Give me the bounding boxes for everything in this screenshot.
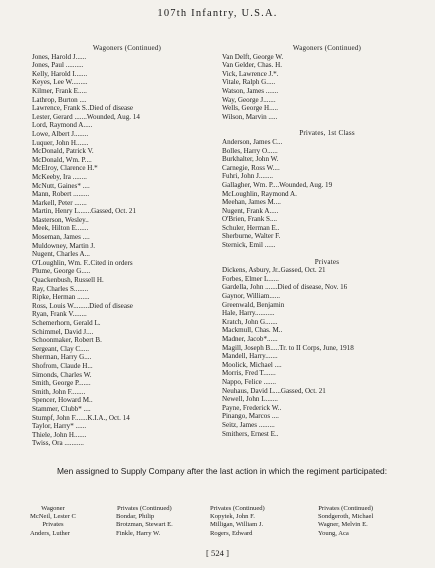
roster-entry: Morris, Fred T....... (222, 369, 276, 378)
supply-entry: Young, Aca (318, 529, 349, 537)
roster-entry: Moseman, James .... (32, 233, 90, 242)
roster-entry: McLoughlin, Raymond A. (222, 189, 297, 198)
roster-entry: Way, George J....... (222, 95, 276, 104)
roster-entry: Taylor, Harry* ...... (32, 422, 87, 431)
roster-entry: Pinango, Marcos .... (222, 412, 279, 421)
roster-entry: Lowe, Albert J........ (32, 129, 89, 138)
roster-entry: Meehan, James M.... (222, 198, 281, 207)
roster-entry: Plume, George G..... (32, 267, 91, 276)
roster-entry: Greenwald, Benjamin (222, 300, 285, 309)
roster-entry: Quackenbush, Russell H. (32, 276, 104, 285)
roster-entry: Burkhalter, John W. (222, 155, 279, 164)
roster-entry: Markell, Peter ....... (32, 198, 87, 207)
roster-entry: Spencer, Howard M.. (32, 396, 93, 405)
supply-entry: Kopytek, John F. (210, 513, 255, 521)
roster-entry: Nugent, Frank A..... (222, 206, 279, 215)
supply-column (116, 505, 173, 538)
roster-entry: Martin, Henry L.......Gassed, Oct. 21 (32, 207, 137, 216)
supply-entry: Bondar, Philip (116, 513, 155, 521)
roster-entry: Wells, George H..... (222, 104, 279, 113)
page-number: [ 524 ] (206, 548, 229, 558)
left-column (32, 44, 222, 448)
supply-entry: Sondgeroth, Michael (318, 513, 374, 521)
roster-entry: Payne, Frederick W.. (222, 403, 282, 412)
roster-entry: Sternick, Emil ...... (222, 241, 276, 250)
roster-entry: Mandell, Harry....... (222, 352, 278, 361)
roster-list (32, 53, 222, 448)
roster-entry: Newell, John L....... (222, 395, 278, 404)
roster-entry: Magill, Joseph B.....Tr. to II Corps, June, 1918 (222, 343, 354, 352)
supply-entry: Finkle, Harry W. (116, 529, 161, 537)
roster-entry: Vitale, Ralph G..... (222, 78, 276, 87)
roster-entry: Anderson, James C... (222, 137, 283, 146)
roster-entry: Stammer, Clubb* .... (32, 404, 91, 413)
roster-entry: Madner, Jacob*...... (222, 335, 278, 343)
roster-entry: Lathrop, Burton .... (32, 95, 87, 104)
roster-entry: Luquer, John H....... (32, 138, 89, 147)
supply-entry: Milligan, William J. (210, 521, 264, 529)
roster-entry: Kelly, Harold I....... (32, 69, 88, 78)
roster-entry: Sherburne, Walter F. (222, 232, 281, 241)
roster-entry: Thiele, John H....... (32, 430, 87, 439)
supply-entry: Wagner, Melvin E. (318, 521, 368, 529)
roster-entry: Lord, Raymond A..... (32, 121, 93, 130)
roster-entry: Lester, Gerard .......Wounded, Aug. 14 (32, 112, 140, 121)
roster-entry: Hale, Harry........... (222, 309, 275, 318)
roster-entry: Simonds, Charles W. (32, 370, 92, 379)
roster-entry: Lawrence, Frank S..Died of disease (32, 104, 134, 113)
roster-entry: Ross, Louis W.........Died of disease (32, 301, 133, 310)
supply-entry: Brotzman, Stewart E. (116, 521, 173, 529)
supply-column (30, 505, 76, 538)
roster-entry: Seitz, James ......... (222, 420, 275, 429)
supply-heading: Privates (Continued) (318, 505, 374, 512)
supply-entry: Anders, Luther (30, 529, 70, 537)
roster-entry: Dickens, Asbury, Jr..Gassed, Oct. 21 (222, 266, 326, 275)
roster-entry: Kilmer, Frank E..... (32, 86, 87, 95)
roster-entry: Neuhaus, David L....Gassed, Oct. 21 (222, 386, 326, 395)
section-gap (222, 121, 432, 129)
supply-note: Men assigned to Supply Company after the last action in which the regiment participated: (56, 466, 388, 476)
right-column (222, 44, 432, 438)
roster-entry: Schimmel, David J.... (32, 327, 94, 336)
supply-entry: McNeil, Lester C (30, 513, 76, 521)
roster-entry: Smith, John F........ (32, 387, 86, 396)
roster-entry: Stumpf, John F.......K.I.A., Oct. 14 (32, 413, 130, 422)
roster-entry: Sergeant, Clay C..... (32, 344, 90, 353)
roster-entry: Forbes, Elmer L...... (222, 274, 279, 283)
roster-entry: Wilson, Marvin ..... (222, 112, 278, 121)
supply-column (318, 505, 373, 538)
roster-entry: Smith, George P....... (32, 379, 91, 388)
roster-entry: Mackmull, Chas. M.. (222, 326, 283, 335)
roster-entry: Shofrom, Claude H... (32, 361, 93, 370)
roster-entry: McElroy, Clarence H.* (32, 164, 98, 173)
roster-entry: Vick, Lawrence J.*. (222, 69, 279, 78)
roster-entry: Bolles, Harry O...... (222, 146, 278, 155)
roster-entry: McDonald, Patrick V. (32, 147, 94, 156)
section-heading: Privates (314, 257, 340, 266)
roster-entry: Watson, James ....... (222, 86, 279, 95)
roster-entry: Kratch, John G....... (222, 317, 278, 326)
page-title: 107th Infantry, U.S.A. (157, 8, 278, 19)
section-gap (222, 250, 432, 258)
roster-entry: McKeeby, Ira ........ (32, 172, 87, 181)
roster-entry: Jones, Paul .......... (32, 61, 84, 70)
roster-entry: Van Delft, George W. (222, 52, 284, 61)
roster-entry: Schemerhorn, Gerald L. (32, 319, 101, 327)
supply-heading: Privates (42, 521, 64, 529)
roster-list (222, 53, 432, 122)
roster-list (222, 138, 432, 250)
roster-entry: Gaynor, William...... (222, 292, 281, 301)
supply-heading: Privates (Continued) (210, 505, 265, 512)
roster-entry: Ripke, Herman ....... (32, 293, 90, 302)
section-heading: Privates, 1st Class (299, 129, 355, 138)
section-heading: Wagoners (Continued) (92, 44, 162, 52)
section-heading: Wagoners (Continued) (292, 44, 362, 52)
roster-entry: Schuler, Herman E.. (222, 223, 280, 232)
roster-entry: Van Gelder, Chas. H. (222, 61, 282, 70)
supply-column (210, 505, 265, 538)
roster-entry: Gardella, John .......Died of disease, Nov. 16 (222, 283, 348, 292)
supply-heading: Privates (Continued) (117, 505, 172, 512)
roster-entry: Carnegie, Ross W.... (222, 163, 280, 172)
roster-entry: Masterson, Wesley.. (32, 215, 89, 224)
roster-entry: Smithers, Ernest E.. (222, 429, 279, 438)
roster-entry: Twiss, Ora ........... (32, 439, 84, 448)
roster-entry: Ray, Charles S........ (32, 284, 89, 293)
roster-entry: Gallagher, Wm. P....Wounded, Aug. 19 (222, 180, 333, 189)
supply-heading: Wagoner (41, 505, 65, 512)
roster-entry: Nugent, Charles A... (32, 250, 90, 259)
roster-entry: McNutt, Gaines* .... (32, 181, 90, 190)
roster-entry: Ryan, Frank V........ (32, 310, 87, 319)
roster-entry: Nappo, Felice ....... (222, 377, 276, 386)
roster-entry: Moolick, Michael .... (222, 360, 282, 369)
roster-entry: Mann, Robert ......... (32, 190, 90, 199)
roster-entry: Fuhri, John J........ (222, 172, 274, 181)
roster-entry: McDonald, Wm. P.... (32, 155, 92, 164)
roster-entry: Sherman, Harry G.... (32, 353, 92, 362)
roster-entry: Muldowney, Martin J. (32, 241, 95, 250)
roster-entry: Meek, Hilton E....... (32, 224, 89, 233)
roster-list (222, 266, 432, 438)
roster-entry: Schoonmaker, Robert B. (32, 336, 102, 345)
supply-entry: Rogers, Edward (210, 529, 253, 537)
roster-entry: O'Brien, Frank S.... (222, 215, 278, 224)
roster-entry: O'Loughlin, Wm. F..Cited in orders (32, 258, 133, 267)
roster-entry: Keyes, Lee W......... (32, 78, 88, 87)
roster-entry: Jones, Harold J...... (32, 52, 87, 61)
